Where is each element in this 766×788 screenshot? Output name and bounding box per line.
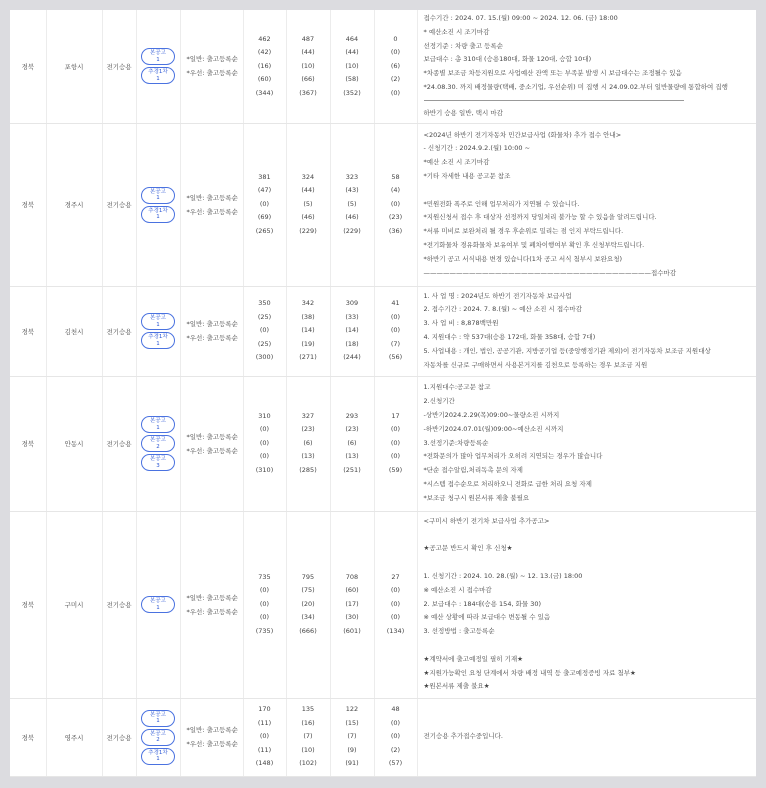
selection-method-cell xyxy=(180,511,243,698)
selection-method-cell xyxy=(180,376,243,511)
notice-badge-link[interactable] xyxy=(141,454,175,471)
count-cell xyxy=(243,123,286,286)
city-cell: 안동시 xyxy=(46,376,102,511)
selection-line: *일반: 출고등록순 xyxy=(186,320,238,329)
count-value: (5) xyxy=(303,199,313,208)
count-value: (300) xyxy=(255,353,274,362)
badge-label: 추경1차 xyxy=(148,749,168,756)
note-line: ★공고문 반드시 확인 후 신청★ xyxy=(423,544,513,553)
notes-cell xyxy=(417,511,756,698)
count-value: (285) xyxy=(299,465,317,474)
count-value: (13) xyxy=(301,452,315,461)
selection-line: *일반: 출고등록순 xyxy=(186,55,238,64)
count-value: (0) xyxy=(259,586,270,595)
notice-badge-link[interactable] xyxy=(141,435,175,452)
selection-line: *우선: 출고등록순 xyxy=(186,207,238,216)
badge-number: 1 xyxy=(156,321,160,328)
notice-badge-link[interactable] xyxy=(141,596,175,613)
count-value: (38) xyxy=(301,312,315,321)
count-cell xyxy=(286,698,330,776)
note-line: *보조금 청구시 원본서류 제출 불필요 xyxy=(423,493,530,502)
count-value: (14) xyxy=(345,326,359,335)
count-value: 41 xyxy=(391,299,400,308)
note-line: *지원신청서 접수 후 대상자 선정까지 당일처리 불가능 할 수 있음을 알려드립니다. xyxy=(423,213,657,222)
note-line: 보급대수 : 총 310대 (승용180대, 화물 120대, 승합 10대) xyxy=(423,55,592,64)
notice-badges-cell xyxy=(136,376,180,511)
count-value: (20) xyxy=(301,599,315,608)
selection-line: *우선: 출고등록순 xyxy=(186,740,238,749)
note-line: <구미시 하반기 전기차 보급사업 추가공고> xyxy=(423,516,550,525)
badge-number: 1 xyxy=(156,756,160,763)
note-line xyxy=(424,556,751,570)
divider-line xyxy=(424,95,684,101)
count-value: (2) xyxy=(390,745,401,754)
selection-line: *일반: 출고등록순 xyxy=(186,726,238,735)
count-value: (23) xyxy=(345,425,359,434)
count-value: (7) xyxy=(303,732,313,741)
count-value: (6) xyxy=(390,61,401,70)
note-line: - 신청기간 : 2024.9.2.(월) 10:00 ~ xyxy=(423,144,531,153)
count-value: (7) xyxy=(347,732,357,741)
count-value: (134) xyxy=(386,626,405,635)
count-cell xyxy=(286,376,330,511)
notice-badge-link[interactable] xyxy=(141,313,175,330)
note-line: *예산 소진 시 조기마감 xyxy=(423,158,490,167)
table-row xyxy=(10,10,756,123)
count-value: (0) xyxy=(390,586,401,595)
count-value: (30) xyxy=(345,613,359,622)
note-line: *서류 미비로 보완처리 될 경우 후순위로 밀리는 점 인지 부탁드립니다. xyxy=(423,227,624,236)
count-value: (0) xyxy=(390,718,401,727)
count-value: (46) xyxy=(301,213,315,222)
table-row xyxy=(10,123,756,286)
count-cell xyxy=(374,286,417,376)
count-value: (0) xyxy=(390,425,401,434)
count-value: (91) xyxy=(345,759,359,768)
note-line: 1. 사 업 명 : 2024년도 하반기 전기자동차 보급사업 xyxy=(423,291,572,300)
count-value: 122 xyxy=(345,705,359,714)
count-cell xyxy=(374,376,417,511)
count-value: 58 xyxy=(391,172,400,181)
note-line: <2024년 하반기 전기자동차 민간보급사업 (화물차) 추가 접수 안내> xyxy=(423,130,622,139)
count-cell xyxy=(374,10,417,123)
note-line: -상반기2024.2.29(목)09:00~물량소진 시까지 xyxy=(423,411,560,420)
count-value: (0) xyxy=(390,199,401,208)
count-value: (0) xyxy=(259,425,270,434)
city-cell: 김천시 xyxy=(46,286,102,376)
count-value: (735) xyxy=(255,626,274,635)
count-value: (0) xyxy=(259,452,270,461)
count-value: (0) xyxy=(390,88,401,97)
count-value: (36) xyxy=(388,226,403,235)
selection-line: *우선: 출고등록순 xyxy=(186,69,238,78)
note-line: 하반기 승용 일반, 택시 마감 xyxy=(423,108,503,117)
region-cell: 경북 xyxy=(10,123,46,286)
notes-cell xyxy=(417,286,756,376)
count-value: (60) xyxy=(257,75,272,84)
notice-badge-link[interactable] xyxy=(141,187,175,204)
table-row xyxy=(10,511,756,698)
note-line: *민원전화 폭주로 인해 업무처리가 지연될 수 있습니다. xyxy=(423,199,580,208)
count-cell xyxy=(243,10,286,123)
notice-badges-cell xyxy=(136,698,180,776)
count-value: 342 xyxy=(301,299,315,308)
count-value: (14) xyxy=(301,326,315,335)
badge-number: 2 xyxy=(156,443,160,450)
count-value: (57) xyxy=(388,759,403,768)
count-cell xyxy=(330,511,374,698)
note-line: *전화문의가 많아 업무처리가 오히려 지연되는 경우가 많습니다 xyxy=(423,452,603,461)
count-value: (44) xyxy=(301,186,315,195)
count-value: (229) xyxy=(299,226,317,235)
count-cell xyxy=(374,698,417,776)
badge-label: 추경1차 xyxy=(148,207,168,214)
count-value: 381 xyxy=(258,172,271,181)
badge-label: 본공고 xyxy=(150,730,166,737)
badge-label: 추경1차 xyxy=(148,334,168,341)
count-value: (69) xyxy=(257,213,272,222)
selection-method-cell xyxy=(180,123,243,286)
count-value: (244) xyxy=(343,353,361,362)
count-cell xyxy=(330,376,374,511)
notice-badges-cell xyxy=(136,511,180,698)
count-value: (0) xyxy=(390,48,401,57)
count-value: (13) xyxy=(345,452,359,461)
count-cell xyxy=(374,123,417,286)
notes-cell xyxy=(417,10,756,123)
count-value: (0) xyxy=(390,599,401,608)
selection-method-cell xyxy=(180,286,243,376)
count-value: (47) xyxy=(257,186,272,195)
badge-label: 본공고 xyxy=(150,456,166,463)
count-value: 293 xyxy=(345,411,359,420)
count-value: (17) xyxy=(345,599,359,608)
notice-badge-link[interactable] xyxy=(141,710,175,727)
vehicle-type-cell: 전기승용 xyxy=(102,511,136,698)
count-value: (59) xyxy=(388,465,403,474)
count-value: 350 xyxy=(258,299,271,308)
count-value: 462 xyxy=(258,34,271,43)
notes-cell xyxy=(417,123,756,286)
badge-number: 1 xyxy=(156,424,160,431)
table-row xyxy=(10,376,756,511)
note-line: 1.지원대수:공고문 참고 xyxy=(423,383,491,392)
note-line xyxy=(424,529,751,543)
count-value: (352) xyxy=(343,88,361,97)
notice-badge-link[interactable] xyxy=(141,206,175,223)
count-value: (0) xyxy=(390,613,401,622)
count-value: (0) xyxy=(259,599,270,608)
note-line: *시스템 접수순으로 처리하오니 전화로 급한 처리 요청 자제 xyxy=(423,480,592,489)
count-value: (10) xyxy=(301,61,315,70)
count-value: 310 xyxy=(258,411,271,420)
count-value: (6) xyxy=(303,438,313,447)
region-cell: 경북 xyxy=(10,286,46,376)
count-cell xyxy=(330,698,374,776)
count-cell xyxy=(243,698,286,776)
note-line: *24.08.30. 까지 배정물량(택배, 중소기업, 우선순위) 미 집행 시 24.09.02.부터 일반물량에 통합하여 집행 xyxy=(423,82,728,91)
note-line: 전기승용 추가접수중입니다. xyxy=(423,732,503,741)
selection-line: *우선: 출고등록순 xyxy=(186,334,238,343)
count-value: (18) xyxy=(345,339,359,348)
count-value: 327 xyxy=(301,411,315,420)
note-line: ★원본서류 제출 불요★ xyxy=(423,682,490,691)
count-value: (16) xyxy=(257,61,272,70)
badge-label: 본공고 xyxy=(150,188,166,195)
count-value: 735 xyxy=(258,572,271,581)
count-value: 0 xyxy=(393,34,398,43)
count-value: (16) xyxy=(301,718,315,727)
note-line: 4. 지원대수 : 약 537대(승용 172대, 화물 358대, 승합 7대) xyxy=(423,333,596,342)
region-cell: 경북 xyxy=(10,511,46,698)
region-cell: 경북 xyxy=(10,10,46,123)
count-value: (11) xyxy=(257,718,272,727)
badge-label: 추경1차 xyxy=(148,69,168,76)
selection-method-cell xyxy=(180,698,243,776)
vehicle-type-cell: 전기승용 xyxy=(102,10,136,123)
note-line: 5. 사업내용 : 개인, 법인, 공공기관, 지방공기업 등(중앙행정기관 제외)이 전기자동차 보조금 지원대상 xyxy=(423,346,711,355)
count-value: (310) xyxy=(255,465,274,474)
note-line: 자동차를 신규로 구매하면서 사용본거지를 김천으로 등록하는 경우 보조금 지원 xyxy=(423,360,648,369)
count-value: (44) xyxy=(301,48,315,57)
count-cell xyxy=(243,511,286,698)
badge-label: 본공고 xyxy=(150,437,166,444)
count-value: (344) xyxy=(255,88,274,97)
vehicle-type-cell: 전기승용 xyxy=(102,698,136,776)
notice-badge-link[interactable] xyxy=(141,416,175,433)
count-value: (42) xyxy=(257,48,272,57)
count-value: (58) xyxy=(345,75,359,84)
count-value: (25) xyxy=(257,312,272,321)
badge-label: 본공고 xyxy=(150,315,166,322)
count-value: 323 xyxy=(345,172,359,181)
count-cell xyxy=(243,376,286,511)
badge-number: 1 xyxy=(156,340,160,347)
count-value: (56) xyxy=(388,353,403,362)
count-value: (102) xyxy=(299,759,317,768)
count-value: (666) xyxy=(299,626,317,635)
note-line: *기타 자세한 내용 공고문 참조 xyxy=(423,172,511,181)
count-cell xyxy=(330,10,374,123)
badge-number: 1 xyxy=(156,75,160,82)
notice-badge-link[interactable] xyxy=(141,67,175,84)
count-cell xyxy=(286,123,330,286)
city-cell: 구미시 xyxy=(46,511,102,698)
badge-number: 1 xyxy=(156,195,160,202)
notice-badges-cell xyxy=(136,123,180,286)
note-line: 3. 사 업 비 : 8,878백만원 xyxy=(423,319,499,328)
note-line: 3.선정기준:차량등록순 xyxy=(423,438,489,447)
note-line: *차종별 보조금 차등지원으로 사업예산 잔액 또는 부족분 발생 시 보급대수는 조정될수 있음 xyxy=(423,69,682,78)
count-value: (23) xyxy=(388,213,403,222)
count-value: (9) xyxy=(347,745,357,754)
note-line: *단순 접수알림,처리독촉 문의 자제 xyxy=(423,466,523,475)
count-cell xyxy=(286,10,330,123)
badge-label: 본공고 xyxy=(150,50,166,57)
note-line: ★지원가능확인 요청 단계에서 차량 배정 내역 등 출고예정증빙 자료 첨부★ xyxy=(423,668,636,677)
count-value: (265) xyxy=(255,226,274,235)
count-value: (5) xyxy=(347,199,357,208)
count-value: (60) xyxy=(345,586,359,595)
note-line: ★계약서에 출고예정일 필히 기재★ xyxy=(423,654,523,663)
badge-number: 3 xyxy=(156,462,160,469)
count-value: (4) xyxy=(390,186,401,195)
note-line: 2. 보급대수 : 184대(승용 154, 화물 30) xyxy=(423,599,542,608)
count-value: (601) xyxy=(343,626,361,635)
count-value: 487 xyxy=(301,34,315,43)
city-cell: 포항시 xyxy=(46,10,102,123)
badge-number: 1 xyxy=(156,214,160,221)
count-value: 17 xyxy=(391,411,400,420)
note-line: *하반기 공고 서식내용 변경 있습니다(1차 공고 서식 첨부시 보완요청) xyxy=(423,254,623,263)
count-value: (0) xyxy=(390,312,401,321)
count-value: 708 xyxy=(345,572,359,581)
count-value: (33) xyxy=(345,312,359,321)
count-value: (2) xyxy=(390,75,401,84)
badge-number: 2 xyxy=(156,737,160,744)
table-row xyxy=(10,698,756,776)
note-line xyxy=(424,184,751,198)
count-value: (367) xyxy=(299,88,317,97)
note-line: ※ 예산소진 시 접수마감 xyxy=(423,585,492,594)
count-value: (0) xyxy=(259,438,270,447)
count-value: (75) xyxy=(301,586,315,595)
selection-line: *우선: 출고등록순 xyxy=(186,607,238,616)
note-line: 1. 신청기간 : 2024. 10. 28.(월) ~ 12. 13.(금) 18:00 xyxy=(423,572,583,581)
region-cell: 경북 xyxy=(10,698,46,776)
note-line: *전기화물차 경유화물차 보유여부 및 폐차이행여부 확인 후 신청부탁드립니다. xyxy=(423,241,645,250)
count-value: (0) xyxy=(259,326,270,335)
notice-badge-link[interactable] xyxy=(141,729,175,746)
badge-number: 1 xyxy=(156,604,160,611)
selection-line: *우선: 출고등록순 xyxy=(186,446,238,455)
notice-badge-link[interactable] xyxy=(141,48,175,65)
count-value: 309 xyxy=(345,299,359,308)
count-value: (10) xyxy=(345,61,359,70)
count-value: (251) xyxy=(343,465,361,474)
selection-line: *일반: 출고등록순 xyxy=(186,193,238,202)
note-line: 2. 접수기간 : 2024. 7. 8.(월) ~ 예산 소진 시 접수마감 xyxy=(423,305,582,314)
count-value: 324 xyxy=(301,172,315,181)
count-value: (23) xyxy=(301,425,315,434)
vehicle-type-cell: 전기승용 xyxy=(102,123,136,286)
count-cell xyxy=(330,286,374,376)
notice-badge-link[interactable] xyxy=(141,748,175,765)
notice-badges-cell xyxy=(136,10,180,123)
count-value: (0) xyxy=(390,438,401,447)
note-line: ※ 예산 상황에 따라 보급대수 변동될 수 있음 xyxy=(423,613,551,622)
count-value: (0) xyxy=(259,613,270,622)
count-value: (271) xyxy=(299,353,317,362)
selection-line: *일반: 출고등록순 xyxy=(186,432,238,441)
count-value: (7) xyxy=(390,339,401,348)
region-cell: 경북 xyxy=(10,376,46,511)
note-line: 접수기간 : 2024. 07. 15.(월) 09:00 ~ 2024. 12. 06. (금) 18:00 xyxy=(423,14,618,22)
count-value: (19) xyxy=(301,339,315,348)
note-line: 2.신청기간 xyxy=(423,397,455,406)
count-value: (229) xyxy=(343,226,361,235)
count-value: (0) xyxy=(390,732,401,741)
notes-cell xyxy=(417,698,756,776)
count-cell xyxy=(286,511,330,698)
note-line xyxy=(424,639,751,653)
count-value: 795 xyxy=(301,572,315,581)
selection-method-cell xyxy=(180,10,243,123)
subsidy-status-table xyxy=(10,10,756,777)
city-cell: 영주시 xyxy=(46,698,102,776)
count-value: 27 xyxy=(391,572,400,581)
note-line: 3. 선정방법 : 출고등록순 xyxy=(423,627,495,636)
selection-line: *일반: 출고등록순 xyxy=(186,593,238,602)
count-value: (44) xyxy=(345,48,359,57)
note-line: -하반기2024.07.01(월)09:00~예산소진 시까지 xyxy=(423,424,564,433)
badge-label: 본공고 xyxy=(150,711,166,718)
count-value: 170 xyxy=(258,705,271,714)
badge-label: 본공고 xyxy=(150,598,166,605)
badge-number: 1 xyxy=(156,718,160,725)
notice-badges-cell xyxy=(136,286,180,376)
count-value: (10) xyxy=(301,745,315,754)
count-cell xyxy=(330,123,374,286)
table-row xyxy=(10,286,756,376)
city-cell: 경주시 xyxy=(46,123,102,286)
count-cell xyxy=(374,511,417,698)
count-value: (25) xyxy=(257,339,272,348)
note-line: * 예산소진 시 조기마감 xyxy=(423,27,490,36)
vehicle-type-cell: 전기승용 xyxy=(102,376,136,511)
badge-label: 본공고 xyxy=(150,418,166,425)
count-value: (11) xyxy=(257,745,272,754)
count-value: (66) xyxy=(301,75,315,84)
count-value: (0) xyxy=(390,452,401,461)
count-value: 464 xyxy=(345,34,359,43)
note-line: ———————————————————————————————————접수마감 xyxy=(423,268,677,277)
notes-cell xyxy=(417,376,756,511)
count-value: 135 xyxy=(301,705,315,714)
count-value: (0) xyxy=(259,199,270,208)
notice-badge-link[interactable] xyxy=(141,332,175,349)
note-line: 선정기준 : 차량 출고 등록순 xyxy=(423,41,504,50)
count-value: (46) xyxy=(345,213,359,222)
count-value: (43) xyxy=(345,186,359,195)
count-value: 48 xyxy=(391,705,400,714)
count-value: (148) xyxy=(255,759,274,768)
count-cell xyxy=(286,286,330,376)
count-value: (34) xyxy=(301,613,315,622)
count-value: (0) xyxy=(390,326,401,335)
count-value: (0) xyxy=(259,732,270,741)
count-value: (6) xyxy=(347,438,357,447)
vehicle-type-cell: 전기승용 xyxy=(102,286,136,376)
badge-number: 1 xyxy=(156,56,160,63)
count-value: (15) xyxy=(345,718,359,727)
count-cell xyxy=(243,286,286,376)
